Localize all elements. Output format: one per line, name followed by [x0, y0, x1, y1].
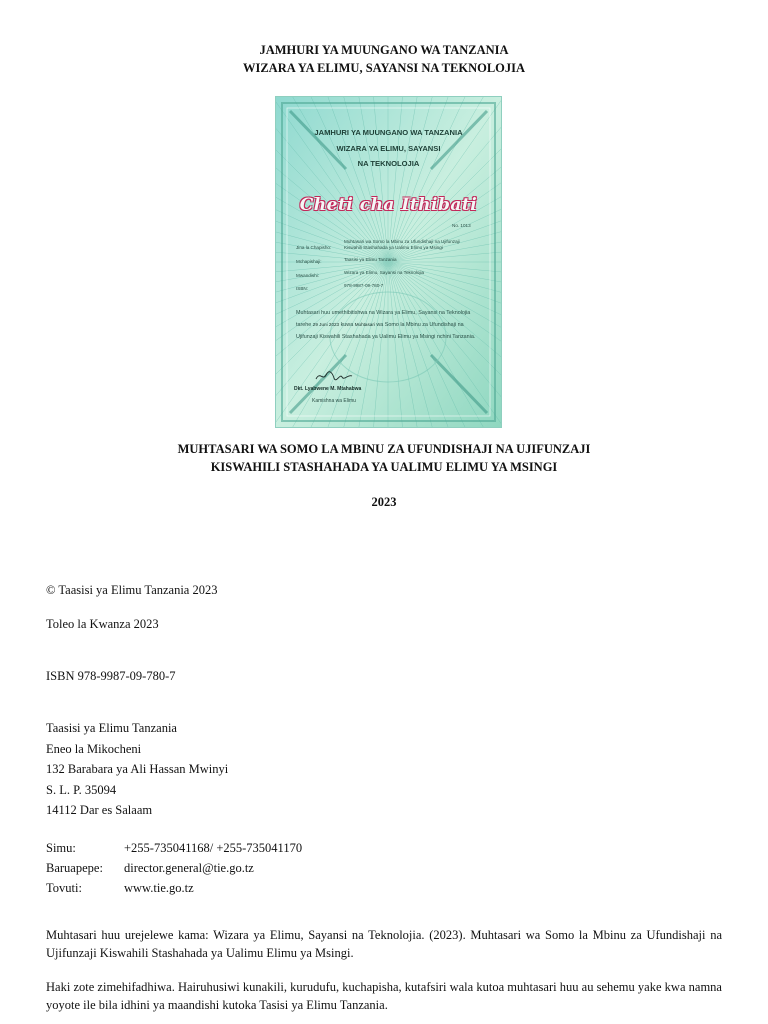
document-year: 2023 [371, 495, 397, 509]
contact-phone-row [46, 841, 302, 856]
address-line: 14112 Dar es Salaam [46, 803, 153, 817]
cert-statement [296, 307, 484, 343]
header-line-1: JAMHURI YA MUUNGANO WA TANZANIA [259, 43, 509, 57]
cert-label-publisher: Mchapishaji: [296, 259, 322, 264]
website-link[interactable]: www.tie.go.tz [124, 881, 194, 895]
document-title-line-1: MUHTASARI WA SOMO LA MBINU ZA UFUNDISHAJI NA UJIFUNZAJI [177, 442, 591, 456]
address-line: 132 Barabara ya Ali Hassan Mwinyi [46, 762, 229, 776]
cert-statement-part3: wa Somo la Mbinu za Ufundishaji na Ujifunzaji Kiswahili Stashahada ya Ualimu Elimu ya Msingi nchini Tanzania. [296, 322, 476, 340]
edition-notice: Toleo la Kwanza 2023 [46, 617, 159, 631]
cert-label-author: Mwandishi: [296, 273, 319, 278]
phone-value: +255-735041168/ +255-735041170 [124, 841, 303, 855]
cert-value-title-1: Muhtasari wa Somo la Mbinu za Ufundishaji na Ujifunzaji [344, 239, 460, 244]
cert-value-title-2: Kiswahili Stashahada ya Ualimu Elimu ya Msingi [344, 245, 443, 250]
phone-label: Simu: [46, 841, 76, 855]
cert-signatory-title: Kamishna wa Elimu [312, 398, 356, 404]
cert-signatory-name: Dkt. Lyabwene M. Mtahabwa [294, 386, 362, 392]
cert-statement-kind: Muhtasari [354, 322, 375, 327]
cert-label-title: Jina la Chapisho: [296, 245, 332, 250]
cert-statement-date: 29 Juni 2023 [312, 322, 340, 327]
cert-heading-3: NA TEKNOLOJIA [357, 159, 420, 168]
cert-title: Cheti cha Ithibati [299, 195, 478, 215]
header-line-2: WIZARA YA ELIMU, SAYANSI NA TEKNOLOJIA [242, 61, 526, 75]
document-title [0, 440, 768, 476]
address-line: S. L. P. 35094 [46, 782, 117, 797]
address-block [46, 718, 228, 821]
ministry-header [0, 41, 768, 77]
address-line: Eneo la Mikocheni [46, 741, 142, 756]
cert-value-publisher: Taasisi ya Elimu Tanzania [344, 257, 397, 262]
cert-number: No. 1013 [452, 223, 471, 228]
email-link[interactable]: director.general@tie.go.tz [124, 861, 254, 875]
cert-statement-part2: kuwa [340, 322, 354, 328]
cert-value-author: Wizara ya Elimu, Sayansi na Teknolojia [344, 270, 425, 275]
copyright-notice: © Taasisi ya Elimu Tanzania 2023 [46, 583, 218, 597]
cert-heading-2: WIZARA YA ELIMU, SAYANSI [336, 144, 441, 153]
cert-heading-1: JAMHURI YA MUUNGANO WA TANZANIA [314, 128, 463, 137]
cert-label-isbn: ISBN: [296, 286, 308, 291]
web-label: Tovuti: [46, 881, 82, 895]
document-title-line-2: KISWAHILI STASHAHADA YA UALIMU ELIMU YA MSINGI [210, 460, 558, 474]
contact-email-row [46, 861, 254, 876]
signature-mark [314, 369, 354, 383]
isbn-number: ISBN 978-9987-09-780-7 [46, 669, 176, 683]
cert-value-isbn: 978-9987-09-780-7 [344, 283, 384, 288]
address-line: Taasisi ya Elimu Tanzania [46, 721, 177, 735]
rights-paragraph: Haki zote zimehifadhiwa. Hairuhusiwi kunakili, kurudufu, kuchapisha, kutafsiri wala kutoa muhtasari huu au sehemu yake kwa namna yoyote ile bila idhini ya maandishi kutoka Tasisi ya Elimu Tanzania. [46, 980, 722, 1012]
accreditation-certificate-image [275, 96, 502, 428]
contact-web-row [46, 881, 194, 896]
citation-paragraph: Muhtasari huu urejelewe kama: Wizara ya Elimu, Sayansi na Teknolojia. (2023). Muhtasari wa Somo la Mbinu za Ufundishaji na Ujifunzaji Kiswahili Stashahada ya Ualimu Elimu ya Msingi. [46, 928, 722, 960]
email-label: Baruapepe: [46, 861, 103, 875]
cert-statement-part1: Muhtasari huu umethibitishwa na Wizara ya Elimu, Sayansi na Teknolojia tarehe [296, 310, 471, 328]
